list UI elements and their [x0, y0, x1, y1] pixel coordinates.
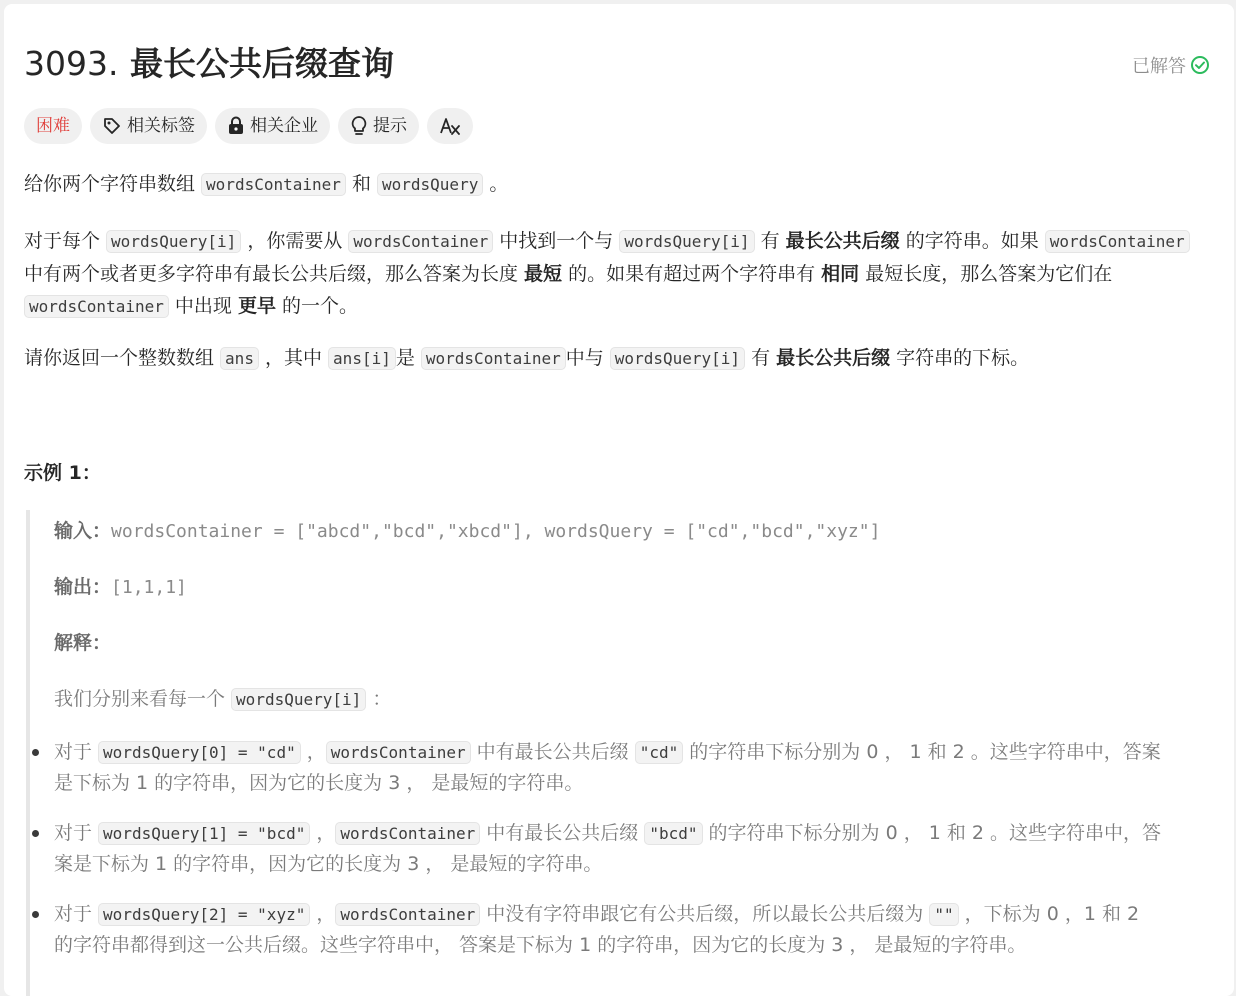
text: 我们分别来看每一个	[54, 688, 232, 710]
explanation-bullet	[54, 737, 1164, 799]
inline-code: wordsContainer	[335, 903, 480, 926]
translate-button[interactable]	[427, 108, 473, 144]
inline-code: wordsQuery[1] = "bcd"	[98, 822, 310, 845]
bullet-dot	[32, 749, 39, 756]
text: 请你返回一个整数数组	[24, 347, 221, 369]
example-title: 示例 1：	[24, 462, 101, 484]
example-explanation-intro	[54, 684, 391, 711]
text: 中有两个或者更多字符串有最长公共后缀，那么答案为长度	[24, 263, 525, 285]
inline-code: wordsQuery[i]	[231, 688, 366, 711]
text: 对于每个	[24, 230, 107, 252]
text: ，	[310, 903, 336, 925]
inline-code: wordsContainer	[326, 741, 471, 764]
translate-icon	[439, 116, 461, 136]
text: ，	[300, 741, 326, 763]
inline-code: wordsContainer	[421, 347, 566, 370]
lock-icon	[227, 116, 245, 136]
text: 对于	[54, 822, 99, 844]
text: 的一个。	[275, 295, 359, 317]
text: 的。如果有超过两个字符串有	[562, 263, 822, 285]
hint-label: 提示	[373, 116, 407, 136]
inline-code: wordsQuery[2] = "xyz"	[98, 903, 310, 926]
text: 字符串的下标。	[890, 347, 1030, 369]
text: 中找到一个与	[493, 230, 620, 252]
text: 最短长度，那么答案为它们在	[859, 263, 1113, 285]
description-paragraph-1	[24, 168, 1194, 201]
difficulty-badge	[24, 108, 82, 144]
text: 对于	[54, 903, 99, 925]
inline-code: wordsQuery[i]	[106, 230, 241, 253]
text: 给你两个字符串数组	[24, 173, 202, 195]
bullet-dot	[32, 911, 39, 918]
description-paragraph-2	[24, 225, 1194, 323]
inline-code: wordsQuery[0] = "cd"	[98, 741, 301, 764]
problem-title: 最长公共后缀查询	[129, 44, 394, 83]
bold-text: 最长公共后缀	[785, 230, 900, 252]
bold-text: 更早	[237, 295, 276, 317]
text: 中有最长公共后缀	[480, 822, 645, 844]
page-title[interactable]	[24, 40, 1214, 88]
text: 中有最长公共后缀	[470, 741, 635, 763]
description-paragraph-3	[24, 342, 1194, 375]
input-value: wordsContainer = ["abcd","bcd","xbcd"], wordsQuery = ["cd","bcd","xyz"]	[111, 521, 881, 542]
text: 的字符串。如果	[899, 230, 1045, 252]
bold-text: 最长公共后缀	[776, 347, 891, 369]
related-companies-button[interactable]	[215, 108, 330, 144]
inline-code: wordsContainer	[348, 230, 493, 253]
text: 和	[345, 173, 377, 195]
check-circle-icon	[1190, 55, 1210, 75]
example-explanation-label	[54, 628, 111, 655]
inline-code: "bcd"	[644, 822, 702, 845]
output-label: 输出：	[54, 576, 112, 598]
solved-label: 已解答	[1132, 56, 1186, 77]
lightbulb-icon	[350, 115, 368, 137]
text: ，你需要从	[241, 230, 349, 252]
text: ，	[310, 822, 336, 844]
problem-panel	[4, 4, 1234, 996]
inline-code: wordsContainer	[201, 173, 346, 196]
inline-code: wordsContainer	[24, 295, 169, 318]
inline-code: ans[i]	[328, 347, 396, 370]
text: 是	[395, 347, 421, 369]
related-companies-label: 相关企业	[250, 116, 318, 136]
related-tags-label: 相关标签	[127, 116, 195, 136]
example-block	[26, 510, 1210, 996]
text: 。	[483, 173, 509, 195]
inline-code: wordsContainer	[1045, 230, 1190, 253]
inline-code: wordsQuery[i]	[610, 347, 745, 370]
inline-code: wordsContainer	[335, 822, 480, 845]
tag-bar	[24, 108, 473, 144]
text: ，下标为 0 ，1 和 2 的字符串都得到这一公共后缀。这些字符串中， 答案是下标为 1 的字符串，因为它的长度为 3 ， 是最短的字符串。	[54, 903, 1140, 956]
text: ：	[366, 688, 392, 710]
inline-code: "cd"	[635, 741, 684, 764]
text: 的字符串下标分别为 0 ， 1 和 2 。这些字符串中，答案是下标为 1 的字符串，因为它的长度为 3 ， 是最短的字符串。	[54, 822, 1162, 875]
tag-icon	[102, 116, 122, 136]
inline-code: wordsQuery[i]	[619, 230, 754, 253]
title-row	[24, 40, 1214, 90]
text: 中没有字符串跟它有公共后缀，所以最长公共后缀为	[480, 903, 930, 925]
text: 中与	[565, 347, 610, 369]
text: 有	[754, 230, 786, 252]
example-input	[54, 516, 880, 543]
bold-text: 最短	[524, 263, 563, 285]
output-value: [1,1,1]	[111, 577, 187, 598]
text: 的字符串下标分别为 0 ， 1 和 2 。这些字符串中，答案是下标为 1 的字符串，因为它的长度为 3 ， 是最短的字符串。	[54, 741, 1161, 794]
difficulty-label: 困难	[36, 116, 70, 136]
solved-status	[1132, 52, 1210, 78]
inline-code: ans	[220, 347, 259, 370]
text: 中出现	[168, 295, 238, 317]
problem-number: 3093.	[24, 44, 119, 83]
example-output	[54, 572, 187, 599]
explanation-bullet	[54, 818, 1164, 880]
text: 对于	[54, 741, 99, 763]
related-tags-button[interactable]	[90, 108, 207, 144]
text: ，其中	[258, 347, 329, 369]
input-label: 输入：	[54, 520, 112, 542]
explanation-label: 解释：	[54, 632, 112, 654]
text: 有	[745, 347, 777, 369]
bold-text: 相同	[821, 263, 860, 285]
hint-button[interactable]	[338, 108, 419, 144]
inline-code: ""	[929, 903, 958, 926]
explanation-bullet	[54, 899, 1164, 961]
inline-code: wordsQuery	[377, 173, 483, 196]
bullet-dot	[32, 830, 39, 837]
